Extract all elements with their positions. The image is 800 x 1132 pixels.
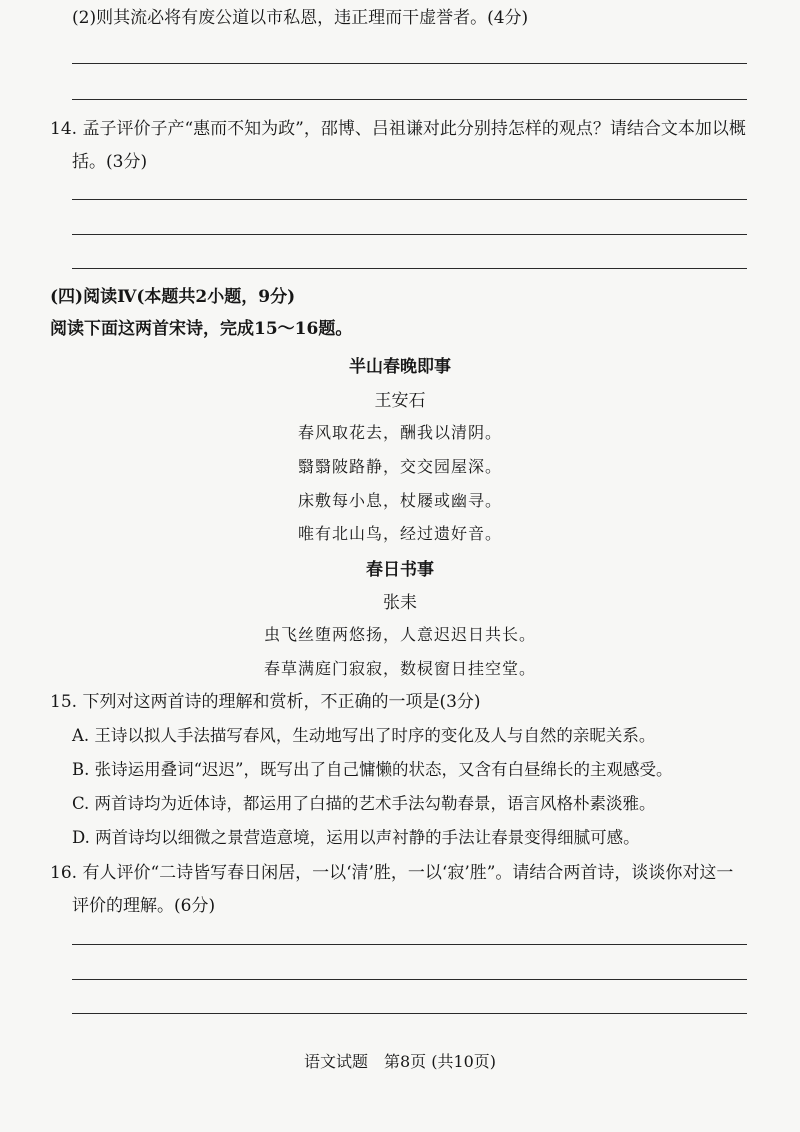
question-14-line-2: 括。(3分) [72,152,148,172]
poem-2-line: 春草满庭门寂寂，数棂窗日挂空堂。 [263,659,536,678]
question-13-part-2: (2)则其流必将有废公道以市私恩，违正理而干虚誉者。(4分) [72,8,529,28]
answer-line [72,979,747,980]
poem-1-line: 床敷每小息，杖屦或幽寻。 [297,491,502,510]
poem-1-author: 王安石 [374,391,426,411]
poem-1-line: 唯有北山鸟，经过遗好音。 [297,524,502,543]
poem-2-line: 虫飞丝堕两悠扬，人意迟迟日共长。 [263,625,536,644]
poem-1-line: 春风取花去，酬我以清阴。 [297,423,502,442]
answer-line [72,234,747,235]
page-footer: 语文试题 第8页 (共10页) [303,1052,497,1071]
question-16-line-2: 评价的理解。(6分) [72,896,216,916]
poem-1-title: 半山春晚即事 [349,357,451,377]
answer-line [72,199,747,200]
poem-2-author: 张耒 [383,593,417,613]
answer-line [72,1013,747,1014]
question-15-option-a: A. 王诗以拟人手法描写春风，生动地写出了时序的变化及人与自然的亲昵关系。 [72,726,656,745]
answer-line [72,268,747,269]
question-14-line-1: 14. 孟子评价子产“惠而不知为政”，邵博、吕祖谦对此分别持怎样的观点？请结合文本加以概 [50,119,746,139]
question-15-option-d: D. 两首诗均以细微之景营造意境，运用以声衬静的手法让春景变得细腻可感。 [72,828,640,847]
section-heading: (四)阅读Ⅳ(本题共2小题，9分) [50,287,296,307]
question-15-option-b: B. 张诗运用叠词“迟迟”，既写出了自己慵懒的状态，又含有白昼绵长的主观感受。 [72,760,673,779]
question-15-stem: 15. 下列对这两首诗的理解和赏析，不正确的一项是(3分) [50,692,481,712]
poem-1-line: 翳翳陂路静，交交园屋深。 [297,457,502,476]
answer-line [72,63,747,64]
answer-line [72,99,747,100]
section-instruction: 阅读下面这两首宋诗，完成15～16题。 [50,319,353,339]
answer-line [72,944,747,945]
question-16-line-1: 16. 有人评价“二诗皆写春日闲居，一以‘清’胜，一以‘寂’胜”。请结合两首诗，谈谈你对这一 [50,863,734,883]
question-15-option-c: C. 两首诗均为近体诗，都运用了白描的艺术手法勾勒春景，语言风格朴素淡雅。 [72,794,656,813]
poem-2-title: 春日书事 [366,560,434,580]
